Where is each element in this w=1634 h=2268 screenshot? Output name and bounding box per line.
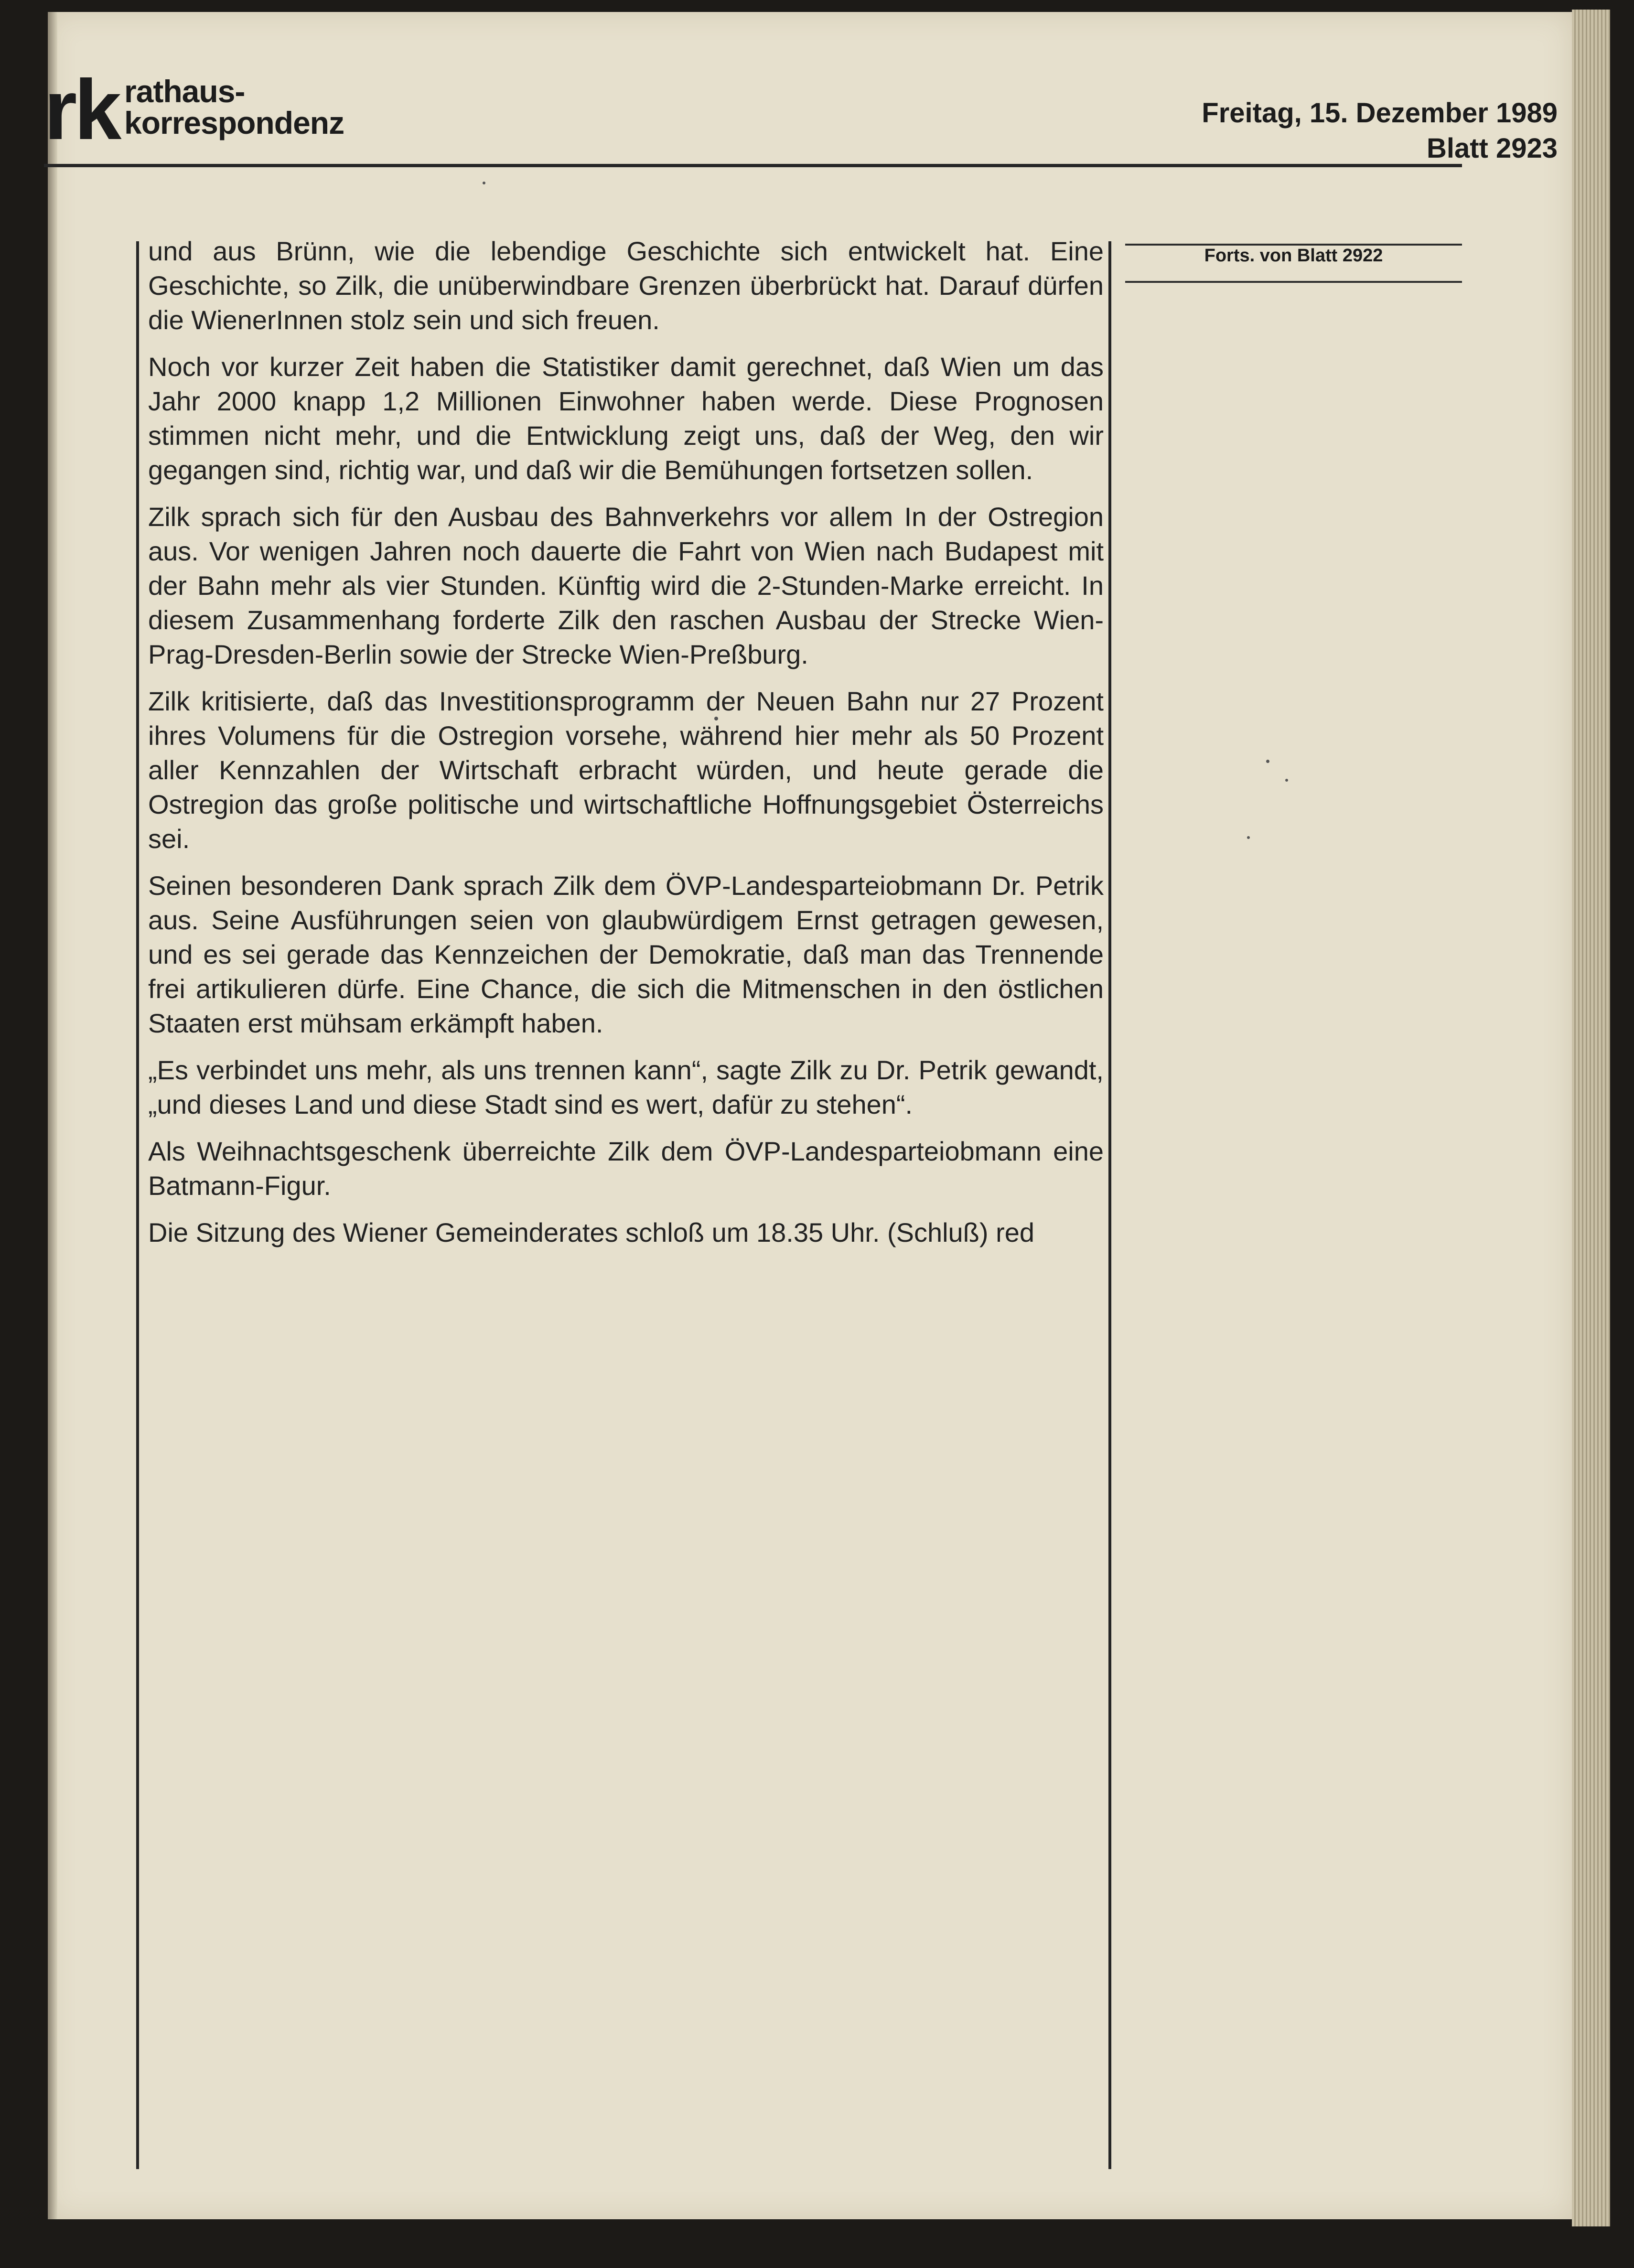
- paper-speck: [483, 182, 485, 184]
- article-paragraph: Die Sitzung des Wiener Gemeinderates schloß um 18.35 Uhr. (Schluß) red: [148, 1217, 1035, 1247]
- page-binding: [48, 12, 57, 2219]
- paper-speck: [714, 717, 718, 720]
- article-paragraph: Zilk sprach sich für den Ausbau des Bahnverkehrs vor allem In der Ostregion aus. Vor wenigen Jahren noch dauerte die Fahrt von Wien nach Budapest mit der Bahn mehr als vier Stunden. Künftig wird die 2-Stunden-Marke erreicht. In diesem Zusammenhang forderte Zilk den raschen Ausbau der Strecke Wien-Prag-Dresden-Berlin sowie der Strecke Wien-Preßburg.: [148, 502, 1104, 669]
- header-info: [1202, 96, 1558, 166]
- article-paragraph: Zilk kritisierte, daß das Investitionsprogramm der Neuen Bahn nur 27 Prozent ihres Volumens für die Ostregion vorsehe, während hier mehr als 50 Prozent aller Kennzahlen der Wirtschaft erbracht würden, und heute gerade die Ostregion das große politische und wirtschaftliche Hoffnungsgebiet Österreichs sei.: [148, 686, 1104, 854]
- article-paragraph: Noch vor kurzer Zeit haben die Statistiker damit gerechnet, daß Wien um das Jahr 2000 knapp 1,2 Millionen Einwohner haben werde. Diese Prognosen stimmen nicht mehr, und die Entwicklung zeigt uns, daß der Weg, den wir gegangen sind, richtig war, und daß wir die Bemühungen fortsetzen sollen.: [148, 352, 1104, 485]
- continued-from-note: Forts. von Blatt 2922: [1204, 246, 1383, 266]
- article-paragraph: „Es verbindet uns mehr, als uns trennen kann“, sagte Zilk zu Dr. Petrik gewandt, „und dieses Land und diese Stadt sind es wert, dafür zu stehen“.: [148, 1055, 1104, 1119]
- page-stack-edge: [1572, 10, 1610, 2226]
- logo-line-1: rathaus-: [124, 74, 245, 109]
- logo-wordmark: [124, 75, 344, 139]
- logo-mark: rk: [44, 62, 119, 157]
- logo-line-2: korrespondenz: [124, 105, 344, 140]
- article-body: [148, 234, 1104, 1262]
- article-paragraph: Seinen besonderen Dank sprach Zilk dem ÖVP-Landesparteiobmann Dr. Petrik aus. Seine Ausführungen seien von glaubwürdigem Ernst getragen gewesen, und es sei gerade das Kennzeichen der Demokratie, daß man das Trennende frei artikulieren dürfe. Eine Chance, die sich die Mitmenschen in den östlichen Staaten erst mühsam erkämpft haben.: [148, 871, 1104, 1038]
- article-paragraph: und aus Brünn, wie die lebendige Geschichte sich entwickelt hat. Eine Geschichte, so Zilk, die unüberwindbare Grenzen überbrückt hat. Darauf dürfen die WienerInnen stolz sein und sich freuen.: [148, 236, 1104, 335]
- paper-speck: [1247, 836, 1250, 839]
- header-rule: [44, 164, 1462, 167]
- column-rule-left: [136, 241, 139, 2169]
- article-paragraph: Als Weihnachtsgeschenk überreichte Zilk dem ÖVP-Landesparteiobmann eine Batmann-Figur.: [148, 1136, 1104, 1201]
- paper-speck: [1285, 779, 1288, 782]
- paper-speck: [1266, 760, 1269, 763]
- sheet-number: Blatt 2923: [1426, 133, 1558, 164]
- issue-date: Freitag, 15. Dezember 1989: [1202, 97, 1558, 129]
- column-rule-right: [1108, 241, 1111, 2169]
- side-note-rule-bottom: [1125, 281, 1462, 283]
